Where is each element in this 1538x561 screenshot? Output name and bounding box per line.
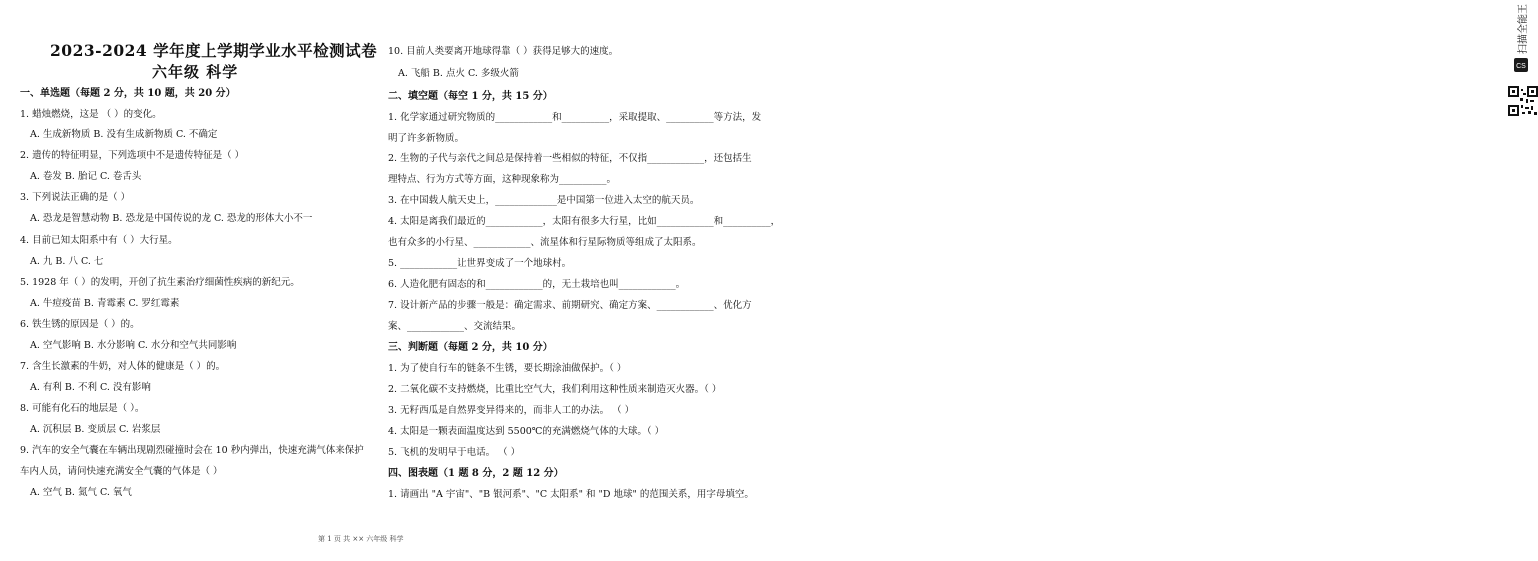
judge-2: 2. 二氧化碳不支持燃烧，比重比空气大，我们利用这种性质来制造灭火器。（ ） [388,384,722,395]
question-1-options: A. 生成新物质 B. 没有生成新物质 C. 不确定 [30,129,218,140]
judge-4: 4. 太阳是一颗表面温度达到 5500℃的充满燃烧气体的大球。（ ） [388,426,665,437]
fill-2-line1: 2. 生物的子代与亲代之间总是保持着一些相似的特征，不仅指____________，还包括生 [388,153,752,164]
question-3-options: A. 恐龙是智慧动物 B. 恐龙是中国传说的龙 C. 恐龙的形体大小不一 [30,213,313,224]
fill-6: 6. 人造化肥有固态的和____________的，无土栽培也叫____________。 [388,279,686,290]
svg-text:CS: CS [1516,63,1526,70]
chart-question-1: 1. 请画出 "A 宇宙"、"B 银河系"、"C 太阳系" 和 "D 地球" 的范围关系，用字母填空。 [388,489,754,500]
question-7-options: A. 有利 B. 不利 C. 没有影响 [30,382,151,393]
section-2-heading: 二、填空题（每空 1 分，共 15 分） [388,91,553,102]
fill-1-line2: 明了许多新物质。 [388,133,465,144]
question-8-options: A. 沉积层 B. 变质层 C. 岩浆层 [30,424,161,435]
question-2-options: A. 卷发 B. 胎记 C. 卷舌头 [30,171,142,182]
question-9-line1: 9. 汽车的安全气囊在车辆出现剧烈碰撞时会在 10 秒内弹出，快速充满气体来保护 [20,445,364,456]
question-10: 10. 目前人类要离开地球得靠（ ）获得足够大的速度。 [388,46,619,57]
page-footer: 第 1 页 共 ×× 六年级 科学 [318,535,404,543]
judge-1: 1. 为了使自行车的链条不生锈，要长期涂油做保护。（ ） [388,363,627,374]
grade-subtitle: 六年级 科学 [152,63,239,81]
fill-1-line1: 1. 化学家通过研究物质的____________和__________，采取提取、__________等方法，发 [388,112,762,123]
section-4-heading: 四、图表题（1 题 8 分，2 题 12 分） [388,468,564,479]
question-10-options: A. 飞船 B. 点火 C. 多级火箭 [398,68,519,79]
app-label-vertical [1512,6,1534,76]
question-6-options: A. 空气影响 B. 水分影响 C. 水分和空气共同影响 [30,340,237,351]
judge-3: 3. 无籽西瓜是自然界变异得来的，而非人工的办法。 （ ） [388,405,635,416]
question-5-options: A. 牛痘疫苗 B. 青霉素 C. 罗红霉素 [30,298,180,309]
fill-5: 5. ____________让世界变成了一个地球村。 [388,258,572,269]
section-1-heading: 一、单选题（每题 2 分，共 10 题，共 20 分） [20,88,236,99]
question-1: 1. 蜡烛燃烧，这是 （ ）的变化。 [20,109,162,120]
question-8: 8. 可能有化石的地层是（ ）。 [20,403,145,414]
app-label: 扫描全能王 [1518,4,1529,54]
fill-7-line1: 7. 设计新产品的步骤一般是：确定需求、前期研究、确定方案、____________、优化方 [388,300,752,311]
fill-4-line2: 也有众多的小行星、____________、流星体和行星际物质等组成了太阳系。 [388,237,702,248]
question-3: 3. 下列说法正确的是（ ） [20,192,131,203]
question-9-options: A. 空气 B. 氮气 C. 氧气 [30,487,132,498]
scanner-sidebar [752,0,1529,120]
fill-7-line2: 案、____________、交流结果。 [388,321,522,332]
question-6: 6. 铁生锈的原因是（ ）的。 [20,319,140,330]
question-4: 4. 目前已知太阳系中有（ ）大行星。 [20,235,178,246]
fill-2-line2: 理特点、行为方式等方面，这种现象称为__________。 [388,174,617,185]
page-title: 2023-2024 学年度上学期学业水平检测试卷 [50,41,378,60]
question-7: 7. 含生长激素的牛奶，对人体的健康是（ ）的。 [20,361,226,372]
question-2: 2. 遗传的特征明显，下列选项中不是遗传特征是（ ） [20,150,245,161]
question-4-options: A. 九 B. 八 C. 七 [30,256,104,267]
section-3-heading: 三、判断题（每题 2 分，共 10 分） [388,342,553,353]
question-5: 5. 1928 年（ ）的发明，开创了抗生素治疗细菌性疾病的新纪元。 [20,277,300,288]
qr-code-icon [1508,86,1538,116]
fill-3: 3. 在中国载人航天史上，_____________是中国第一位进入太空的航天员。 [388,195,700,206]
fill-4-line1: 4. 太阳是离我们最近的____________，太阳有很多大行星，比如____________和__________， [388,216,781,227]
question-9-line2: 车内人员，请问快速充满安全气囊的气体是（ ） [20,466,223,477]
judge-5: 5. 飞机的发明早于电话。 （ ） [388,447,521,458]
